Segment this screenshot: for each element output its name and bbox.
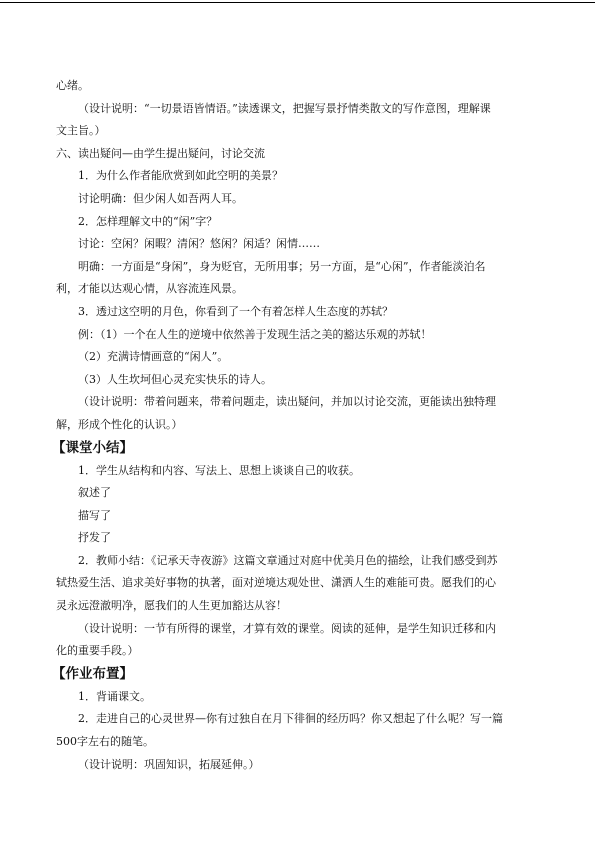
text-line: 心绪。 <box>56 79 89 92</box>
text-line: 描写了 <box>78 508 111 522</box>
text-line: 3．透过这空明的月色，你看到了一个有着怎样人生态度的苏轼？ <box>78 304 393 318</box>
text-line: 六、读出疑问—由学生提出疑问，讨论交流 <box>56 146 265 160</box>
text-line: 2．怎样理解文中的“闲”字？ <box>78 214 218 228</box>
text-line: 1．学生从结构和内容、写法上、思想上谈谈自己的收获。 <box>78 463 360 477</box>
section-heading: 【作业布置】 <box>52 665 133 682</box>
text-line: 2．教师小结：《记承天寺夜游》这篇文章通过对庭中优美月色的描绘，让我们感受到苏 <box>78 553 498 567</box>
section-heading: 【课堂小结】 <box>52 439 133 456</box>
text-line: 2．走进自己的心灵世界—你有过独自在月下徘徊的经历吗？你又想起了什么呢？写一篇 <box>78 712 503 726</box>
text-line: （设计说明：“一切景语皆情语。”读透课文，把握写景抒情类散文的写作意图，理解课 <box>78 101 491 115</box>
text-line: 化的重要手段。） <box>56 644 139 658</box>
header-rule <box>0 2 595 3</box>
text-line: 讨论明确：但少闲人如吾两人耳。 <box>78 191 243 205</box>
text-line: 1．背诵课文。 <box>78 689 151 703</box>
text-line: （2）充满诗情画意的“闲人”。 <box>78 350 229 364</box>
text-line: 利，才能以达观心情，从容流连风景。 <box>56 282 243 296</box>
text-line: 文主旨。） <box>56 124 106 138</box>
text-line: 轼热爱生活、追求美好事物的执著，面对逆境达观处世、潇洒人生的难能可贵。愿我们的心 <box>56 576 496 590</box>
text-line: （设计说明：带着问题来，带着问题走，读出疑问，并加以讨论交流，更能读出独特理 <box>78 395 496 409</box>
text-line: 明确：一方面是“身闲”，身为贬官，无所用事；另一方面，是“心闲”，作者能淡泊名 <box>78 259 486 273</box>
text-line: （3）人生坎坷但心灵充实快乐的诗人。 <box>78 372 272 386</box>
text-line: 500字左右的随笔。 <box>56 735 154 749</box>
text-line: 讨论：空闲？闲暇？清闲？悠闲？闲适？闲情…… <box>78 237 320 251</box>
text-line: 抒发了 <box>78 531 111 545</box>
document-body <box>52 75 542 776</box>
text-line: （设计说明：巩固知识，拓展延伸。） <box>78 757 260 771</box>
text-line: 例：（1）一个在人生的逆境中依然善于发现生活之美的豁达乐观的苏轼！ <box>78 327 432 341</box>
text-line: 1．为什么作者能欣赏到如此空明的美景？ <box>78 169 283 183</box>
text-line: 解，形成个性化的认识。） <box>56 417 183 431</box>
text-line: 叙述了 <box>78 486 111 500</box>
text-line: 灵永远澄澈明净，愿我们的人生更加豁达从容！ <box>56 599 287 613</box>
text-line: （设计说明：一节有所得的课堂，才算有效的课堂。阅读的延伸，是学生知识迁移和内 <box>78 621 496 635</box>
